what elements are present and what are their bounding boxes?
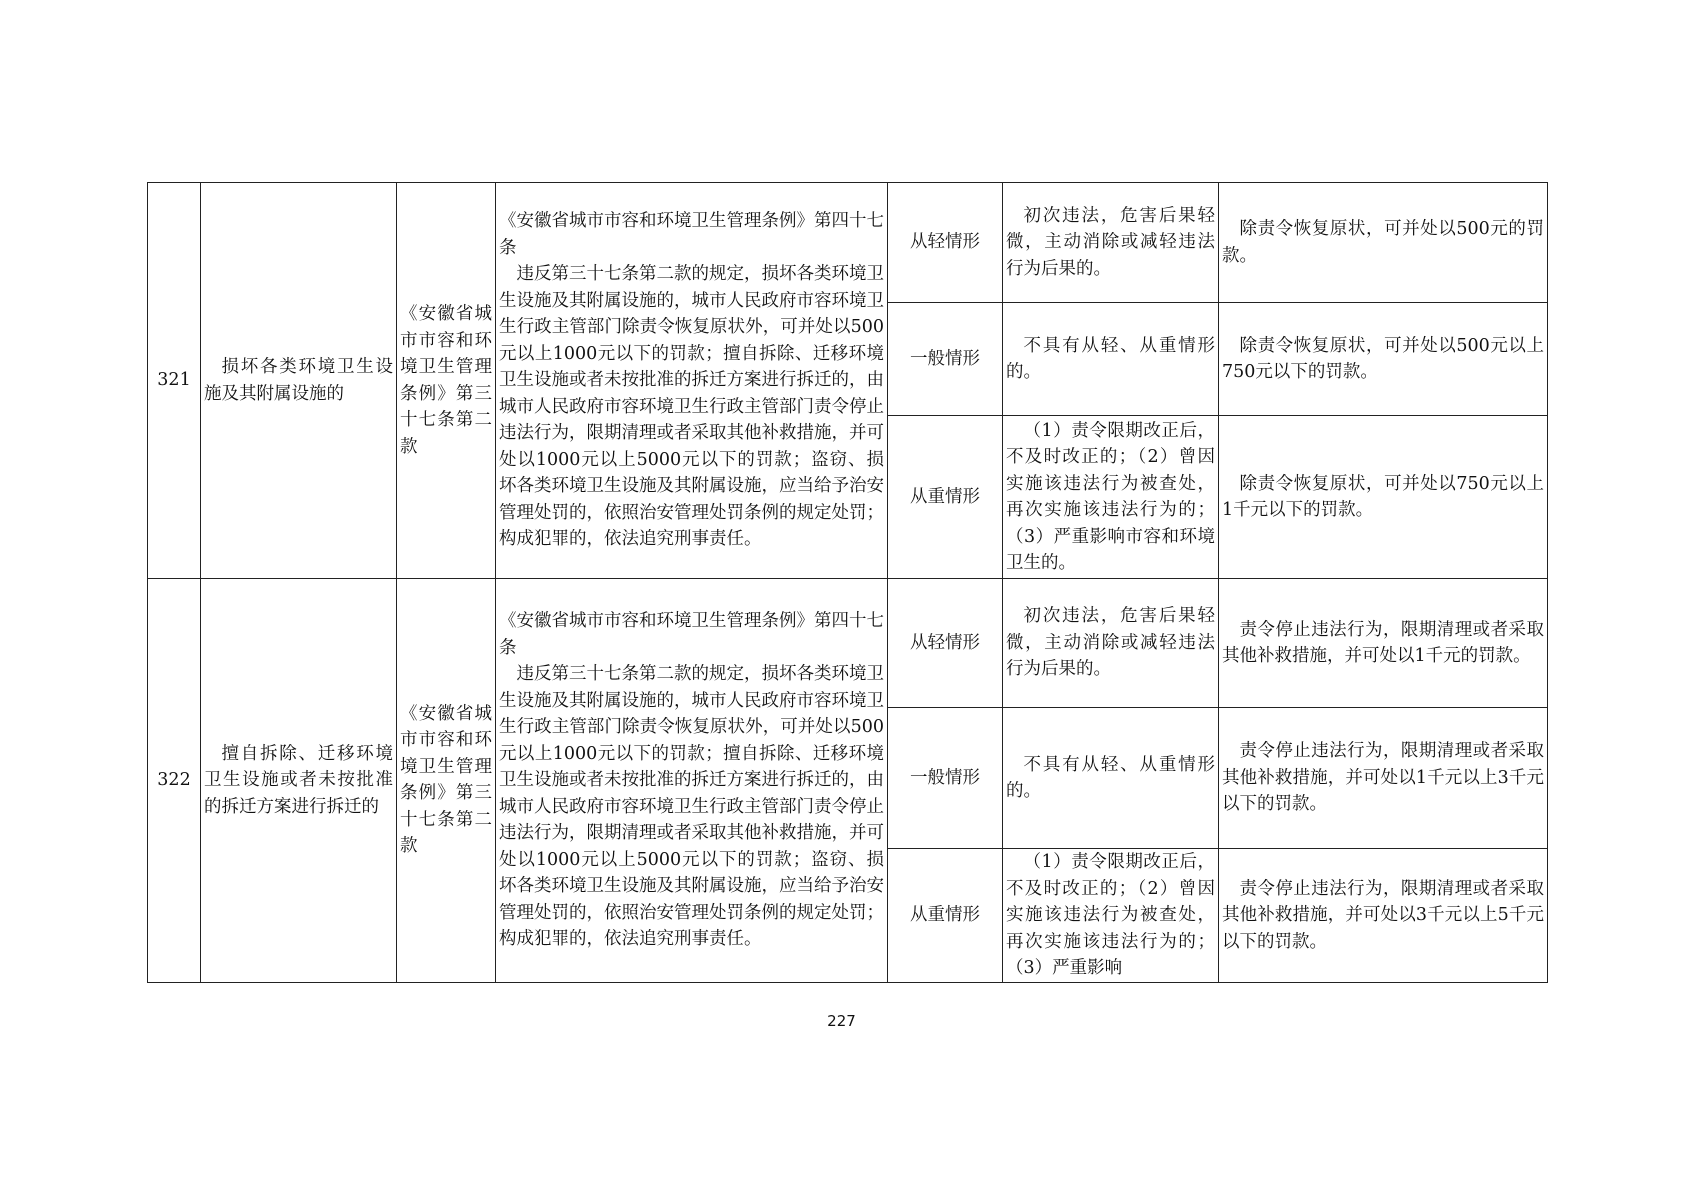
level-condition-text: 不具有从轻、从重情形的。 [1006, 335, 1215, 382]
legal-basis-short-text: 《安徽省城市市容和环境卫生管理条例》第三十七条第二款 [400, 703, 492, 857]
level-penalty-text: 责令停止违法行为，限期清理或者采取其他补救措施，并可处以3千元以上5千元以下的罚款。 [1222, 878, 1544, 952]
level-penalty-text: 除责令恢复原状，可并处以750元以上1千元以下的罚款。 [1222, 473, 1544, 520]
table-row [148, 183, 1548, 303]
level-penalty-text: 除责令恢复原状，可并处以500元的罚款。 [1222, 219, 1544, 266]
legal-basis-full [496, 579, 888, 983]
legal-basis-short-text: 《安徽省城市市容和环境卫生管理条例》第三十七条第二款 [400, 304, 492, 457]
level-label: 从重情形 [888, 849, 1003, 983]
violation-item-text: 擅自拆除、迁移环境卫生设施或者未按批准的拆迁方案进行拆迁的 [204, 743, 393, 817]
legal-basis-title: 《安徽省城市市容和环境卫生管理条例》第四十七条 [499, 211, 884, 258]
level-penalty [1219, 303, 1548, 416]
violation-item [201, 183, 397, 579]
legal-basis-title: 《安徽省城市市容和环境卫生管理条例》第四十七条 [499, 611, 884, 658]
level-condition-text: 初次违法，危害后果轻微，主动消除或减轻违法行为后果的。 [1006, 606, 1215, 680]
level-label: 一般情形 [888, 708, 1003, 849]
legal-basis-short [397, 183, 496, 579]
legal-basis-text: 违反第三十七条第二款的规定，损坏各类环境卫生设施及其附属设施的，城市人民政府市容环境卫生行政主管部门除责令恢复原状外，可并处以500元以上1000元以下的罚款；擅自拆除、迁移环境卫生设施或者未按批准的拆迁方案进行拆迁的，由城市人民政府市容环境卫生行政主管部门责令停止违法行为，限期清理或者采取其他补救措施，并可处以1000元以上5000元以下的罚款；盗窃、损坏各类环境卫生设施及其附属设施，应当给予治安管理处罚的，依照治安管理处罚条例的规定处罚；构成犯罪的，依法追究刑事责任。 [499, 264, 884, 550]
level-label: 从重情形 [888, 416, 1003, 579]
level-condition [1003, 708, 1219, 849]
level-condition [1003, 303, 1219, 416]
level-label: 从轻情形 [888, 579, 1003, 708]
level-condition [1003, 416, 1219, 579]
level-penalty [1219, 849, 1548, 983]
level-penalty [1219, 183, 1548, 303]
level-penalty-text: 责令停止违法行为，限期清理或者采取其他补救措施，并可处以1千元以上3千元以下的罚款。 [1222, 741, 1544, 815]
level-label: 从轻情形 [888, 183, 1003, 303]
row-number: 321 [148, 183, 201, 579]
legal-basis-text: 违反第三十七条第二款的规定，损坏各类环境卫生设施及其附属设施的，城市人民政府市容环境卫生行政主管部门除责令恢复原状外，可并处以500元以上1000元以下的罚款；擅自拆除、迁移环境卫生设施或者未按批准的拆迁方案进行拆迁的，由城市人民政府市容环境卫生行政主管部门责令停止违法行为，限期清理或者采取其他补救措施，并可处以1000元以上5000元以下的罚款；盗窃、损坏各类环境卫生设施及其附属设施，应当给予治安管理处罚的，依照治安管理处罚条例的规定处罚；构成犯罪的，依法追究刑事责任。 [499, 664, 884, 949]
level-condition-text: 不具有从轻、从重情形的。 [1006, 754, 1215, 801]
level-condition [1003, 849, 1219, 983]
level-label: 一般情形 [888, 303, 1003, 416]
violation-item-text: 损坏各类环境卫生设施及其附属设施的 [204, 357, 393, 404]
level-condition [1003, 579, 1219, 708]
penalty-table [147, 182, 1548, 983]
legal-basis-full [496, 183, 888, 579]
level-condition-text: （1）责令限期改正后，不及时改正的；（2）曾因实施该违法行为被查处，再次实施该违法行为的；（3）严重影响 [1006, 852, 1215, 978]
level-condition [1003, 183, 1219, 303]
level-penalty-text: 除责令恢复原状，可并处以500元以上750元以下的罚款。 [1222, 335, 1544, 382]
level-penalty-text: 责令停止违法行为，限期清理或者采取其他补救措施，并可处以1千元的罚款。 [1222, 619, 1544, 666]
level-penalty [1219, 579, 1548, 708]
page-number: 227 [827, 1012, 856, 1030]
table-row [148, 579, 1548, 708]
row-number: 322 [148, 579, 201, 983]
level-condition-text: 初次违法，危害后果轻微，主动消除或减轻违法行为后果的。 [1006, 205, 1215, 279]
violation-item [201, 579, 397, 983]
level-penalty [1219, 416, 1548, 579]
level-condition-text: （1）责令限期改正后，不及时改正的；（2）曾因实施该违法行为被查处，再次实施该违法行为的；（3）严重影响市容和环境卫生的。 [1006, 420, 1215, 573]
legal-basis-short [397, 579, 496, 983]
level-penalty [1219, 708, 1548, 849]
